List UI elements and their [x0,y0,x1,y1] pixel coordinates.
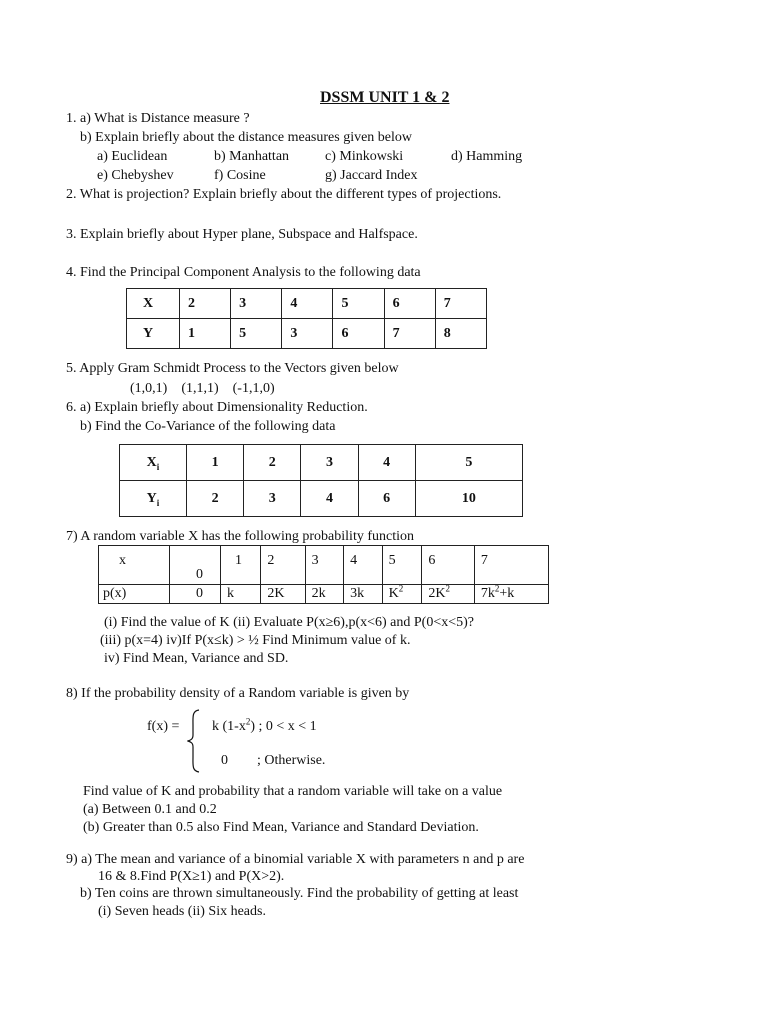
q1-option-g: g) Jaccard Index [325,168,418,183]
question-5: 5. Apply Gram Schmidt Process to the Vectors given below [66,361,399,376]
case-2-value: 0 [221,753,228,768]
table-row [120,481,523,517]
q1-option-f: f) Cosine [214,168,266,183]
question-1a: 1. a) What is Distance measure ? [66,111,250,126]
question-9a-cont: 16 & 8.Find P(X≥1) and P(X>2). [98,869,285,884]
question-6b: b) Find the Co-Variance of the following data [80,419,336,434]
table-cell: p(x) [99,585,170,604]
table-cell: 3 [305,546,344,585]
table-cell: 0 [170,546,221,585]
table-cell [170,585,221,604]
table-cell: 3 [244,481,301,517]
question-8a: (a) Between 0.1 and 0.2 [83,802,217,817]
table-row [127,289,487,319]
table-cell: 4 [301,481,358,517]
table-cell [120,481,187,517]
question-7-part-3: iv) Find Mean, Variance and SD. [104,651,289,666]
q5-vectors: (1,0,1) (1,1,1) (-1,1,0) [130,381,275,396]
table-cell: 4 [358,445,415,481]
question-4: 4. Find the Principal Component Analysis to the following data [66,265,421,280]
p-value: 7k [480,586,495,601]
table-cell: x [99,546,170,585]
table-row [120,445,523,481]
p-value-sup: 2 [398,583,404,594]
table-cell [382,585,422,604]
table-cell: 3 [301,445,358,481]
p-value-sup: 2 [494,583,500,594]
p-value-suffix: +k [499,586,515,601]
table-cell: 3 [282,319,333,349]
table-cell [120,445,187,481]
question-1b: b) Explain briefly about the distance measures given below [80,130,413,145]
p-value: 2k [311,586,326,601]
table-cell [221,585,261,604]
p-value: 3k [350,586,365,601]
page-title: DSSM UNIT 1 & 2 [320,89,450,106]
p-value: 2K [267,586,285,601]
q1-option-b: b) Manhattan [214,149,290,164]
fx-label: f(x) = [147,719,180,734]
case-1-expr: k (1-x [212,719,246,734]
table-cell [344,585,383,604]
p-value: 2K [428,586,446,601]
table-cell [474,585,548,604]
question-9a: 9) a) The mean and variance of a binomial variable X with parameters n and p are [66,852,525,867]
table-cell: 5 [415,445,522,481]
question-2: 2. What is projection? Explain briefly about the different types of projections. [66,187,502,202]
table-cell: 7 [435,289,486,319]
table-cell: 1 [180,319,231,349]
table-cell: 6 [422,546,475,585]
case-1-sup: 2 [245,716,251,727]
xi-label: X [146,454,157,470]
question-8-find: Find value of K and probability that a random variable will take on a value [83,784,503,799]
table-cell: 2 [187,481,244,517]
table-cell: 10 [415,481,522,517]
case-1-cond: ) ; 0 < x < 1 [250,719,317,734]
table-row [99,546,549,585]
table-cell: 4 [282,289,333,319]
table-row [99,585,549,604]
table-cell [422,585,475,604]
q1-option-e: e) Chebyshev [97,168,174,183]
table-cell: 6 [333,319,384,349]
p-value: 0 [196,586,203,601]
probability-function-table [98,545,549,604]
question-7-part-2: (iii) p(x=4) iv)If P(x≤k) > ½ Find Minimum value of k. [100,633,411,648]
q1-option-c: c) Minkowski [325,149,404,164]
question-3: 3. Explain briefly about Hyper plane, Subspace and Halfspace. [66,227,418,242]
question-8: 8) If the probability density of a Random variable is given by [66,686,410,701]
question-7-part-1: (i) Find the value of K (ii) Evaluate P(x≥6),p(x<6) and P(0<x<5)? [104,615,475,630]
table-cell [261,585,305,604]
table-cell: 8 [435,319,486,349]
xi-subscript: i [156,461,160,472]
question-9b-cont: (i) Seven heads (ii) Six heads. [98,904,266,919]
table-cell [305,585,344,604]
table-cell: 4 [344,546,383,585]
table-cell: 5 [382,546,422,585]
question-7: 7) A random variable X has the following probability function [66,529,414,544]
table-cell: 2 [180,289,231,319]
case-1 [212,718,317,736]
table-cell: 3 [231,289,282,319]
table-cell: 7 [474,546,548,585]
table-cell: 5 [231,319,282,349]
table-cell: Y [127,319,180,349]
covariance-data-table [119,444,523,517]
p-value: k [227,586,234,601]
yi-label: Y [146,490,157,506]
table-cell: 1 [187,445,244,481]
table-cell: X [127,289,180,319]
table-cell: 7 [384,319,435,349]
table-cell: 6 [358,481,415,517]
question-9b: b) Ten coins are thrown simultaneously. Find the probability of getting at least [80,886,519,901]
q1-option-d: d) Hamming [451,149,523,164]
table-cell: 5 [333,289,384,319]
table-cell: 2 [244,445,301,481]
p-value: K [388,586,399,601]
q1-option-a: a) Euclidean [97,149,168,164]
table-cell: 1 [221,546,261,585]
p-value-sup: 2 [445,583,450,594]
left-brace-icon [187,709,201,773]
question-8b: (b) Greater than 0.5 also Find Mean, Variance and Standard Deviation. [83,820,479,835]
pca-data-table [126,288,487,349]
case-2-condition: ; Otherwise. [257,753,326,768]
table-cell: 2 [261,546,305,585]
table-cell: 6 [384,289,435,319]
table-row [127,319,487,349]
question-6a: 6. a) Explain briefly about Dimensionality Reduction. [66,400,368,415]
yi-subscript: i [156,497,160,508]
